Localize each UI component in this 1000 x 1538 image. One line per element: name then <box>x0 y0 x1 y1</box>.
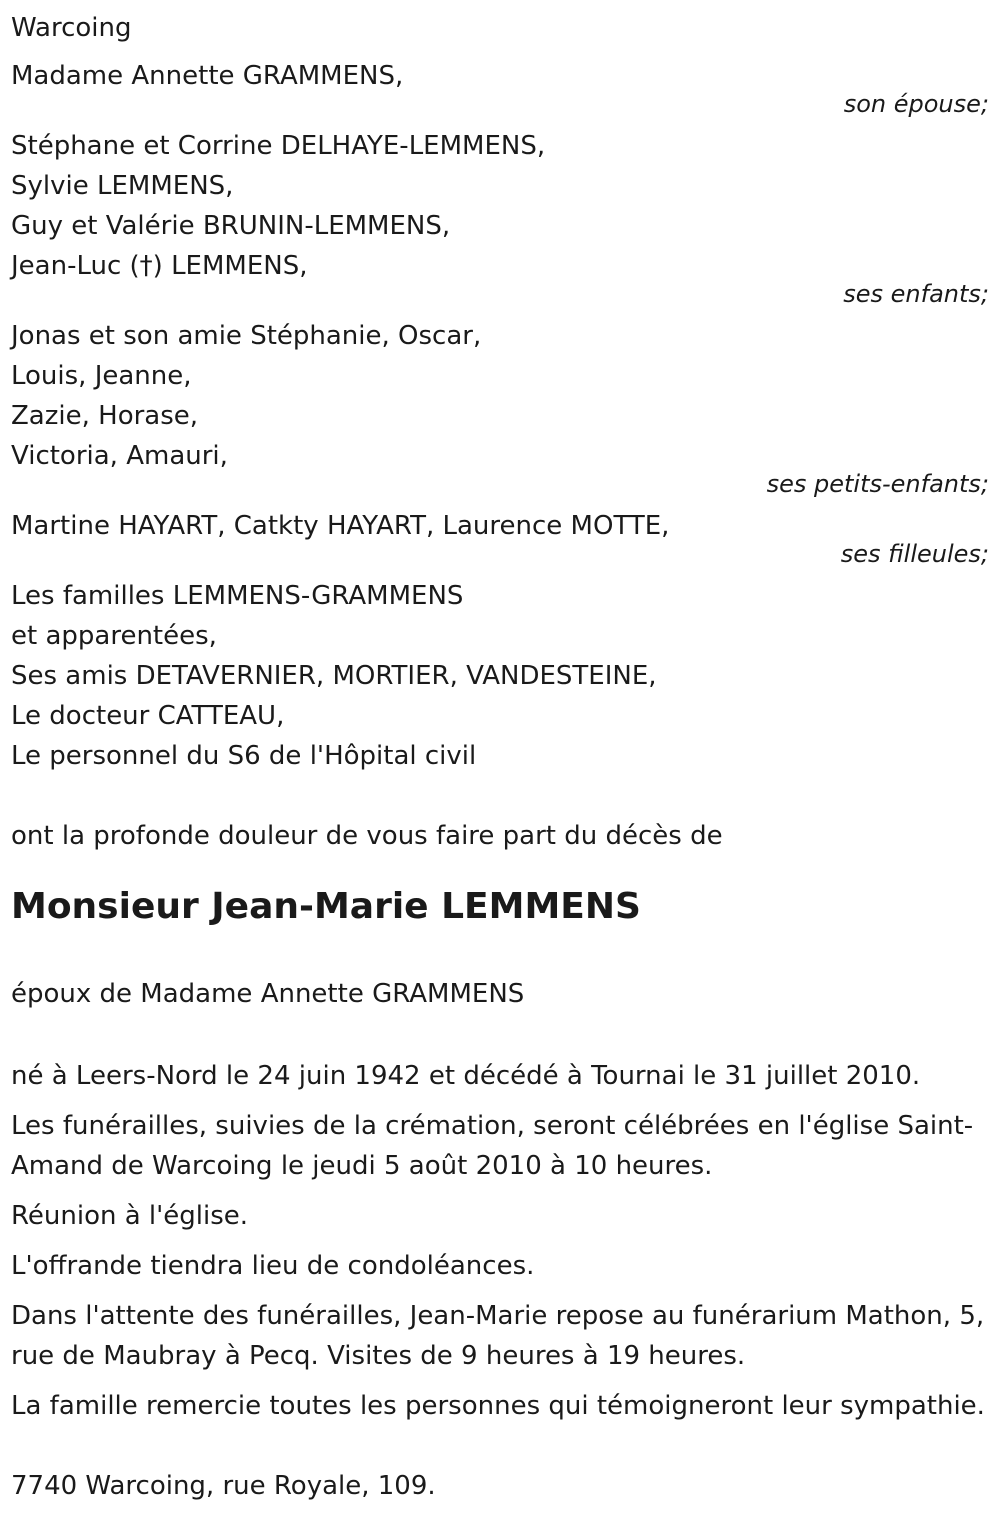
family-group-children <box>11 126 991 306</box>
family-member-line: Guy et Valérie BRUNIN-LEMMENS, <box>11 211 451 241</box>
family-member-line: Le personnel du S6 de l'Hôpital civil <box>11 741 477 771</box>
detail-funeral-home: Dans l'attente des funérailles, Jean-Marie repose au funérarium Mathon, 5, rue de Maubray à Pecq. Visites de 9 heures à 19 heures. <box>11 1301 985 1371</box>
place-heading: Warcoing <box>11 13 132 43</box>
address: 7740 Warcoing, rue Royale, 109. <box>11 1471 436 1501</box>
detail-offering: L'offrande tiendra lieu de condoléances. <box>11 1251 535 1281</box>
family-member-line: et apparentées, <box>11 621 217 651</box>
announcement-text: ont la profonde douleur de vous faire part du décès de <box>11 821 723 851</box>
relation-label: ses enfants; <box>843 280 989 308</box>
family-group-grandchildren <box>11 316 991 496</box>
family-member-line: Victoria, Amauri, <box>11 441 228 471</box>
relation-label: son épouse; <box>843 90 989 118</box>
family-group-goddaughters <box>11 506 991 566</box>
family-group-spouse <box>11 56 991 116</box>
family-member-line: Le docteur CATTEAU, <box>11 701 285 731</box>
family-member-line: Zazie, Horase, <box>11 401 199 431</box>
detail-meeting: Réunion à l'église. <box>11 1201 249 1231</box>
family-member-line: Les familles LEMMENS-GRAMMENS <box>11 581 464 611</box>
family-member-line: Martine HAYART, Catkty HAYART, Laurence MOTTE, <box>11 511 670 541</box>
family-member-line: Ses amis DETAVERNIER, MORTIER, VANDESTEINE, <box>11 661 657 691</box>
relation-label: ses filleules; <box>840 540 989 568</box>
family-member-line: Jonas et son amie Stéphanie, Oscar, <box>11 321 482 351</box>
relation-label: ses petits-enfants; <box>766 470 989 498</box>
family-member-line: Louis, Jeanne, <box>11 361 192 391</box>
family-member-line: Sylvie LEMMENS, <box>11 171 234 201</box>
family-group-others <box>11 576 991 776</box>
family-member-line: Madame Annette GRAMMENS, <box>11 61 404 91</box>
obituary-notice <box>11 8 991 1506</box>
detail-birth-death: né à Leers-Nord le 24 juin 1942 et décédé à Tournai le 31 juillet 2010. <box>11 1061 921 1091</box>
detail-funeral: Les funérailles, suivies de la crémation, seront célébrées en l'église Saint-Amand de Warcoing le jeudi 5 août 2010 à 10 heures. <box>11 1111 974 1181</box>
family-member-line: Stéphane et Corrine DELHAYE-LEMMENS, <box>11 131 546 161</box>
family-member-line: Jean-Luc (†) LEMMENS, <box>11 251 308 281</box>
spouse-line: époux de Madame Annette GRAMMENS <box>11 979 525 1009</box>
detail-thanks: La famille remercie toutes les personnes qui témoigneront leur sympathie. <box>11 1391 985 1421</box>
deceased-name: Monsieur Jean-Marie LEMMENS <box>11 886 641 927</box>
